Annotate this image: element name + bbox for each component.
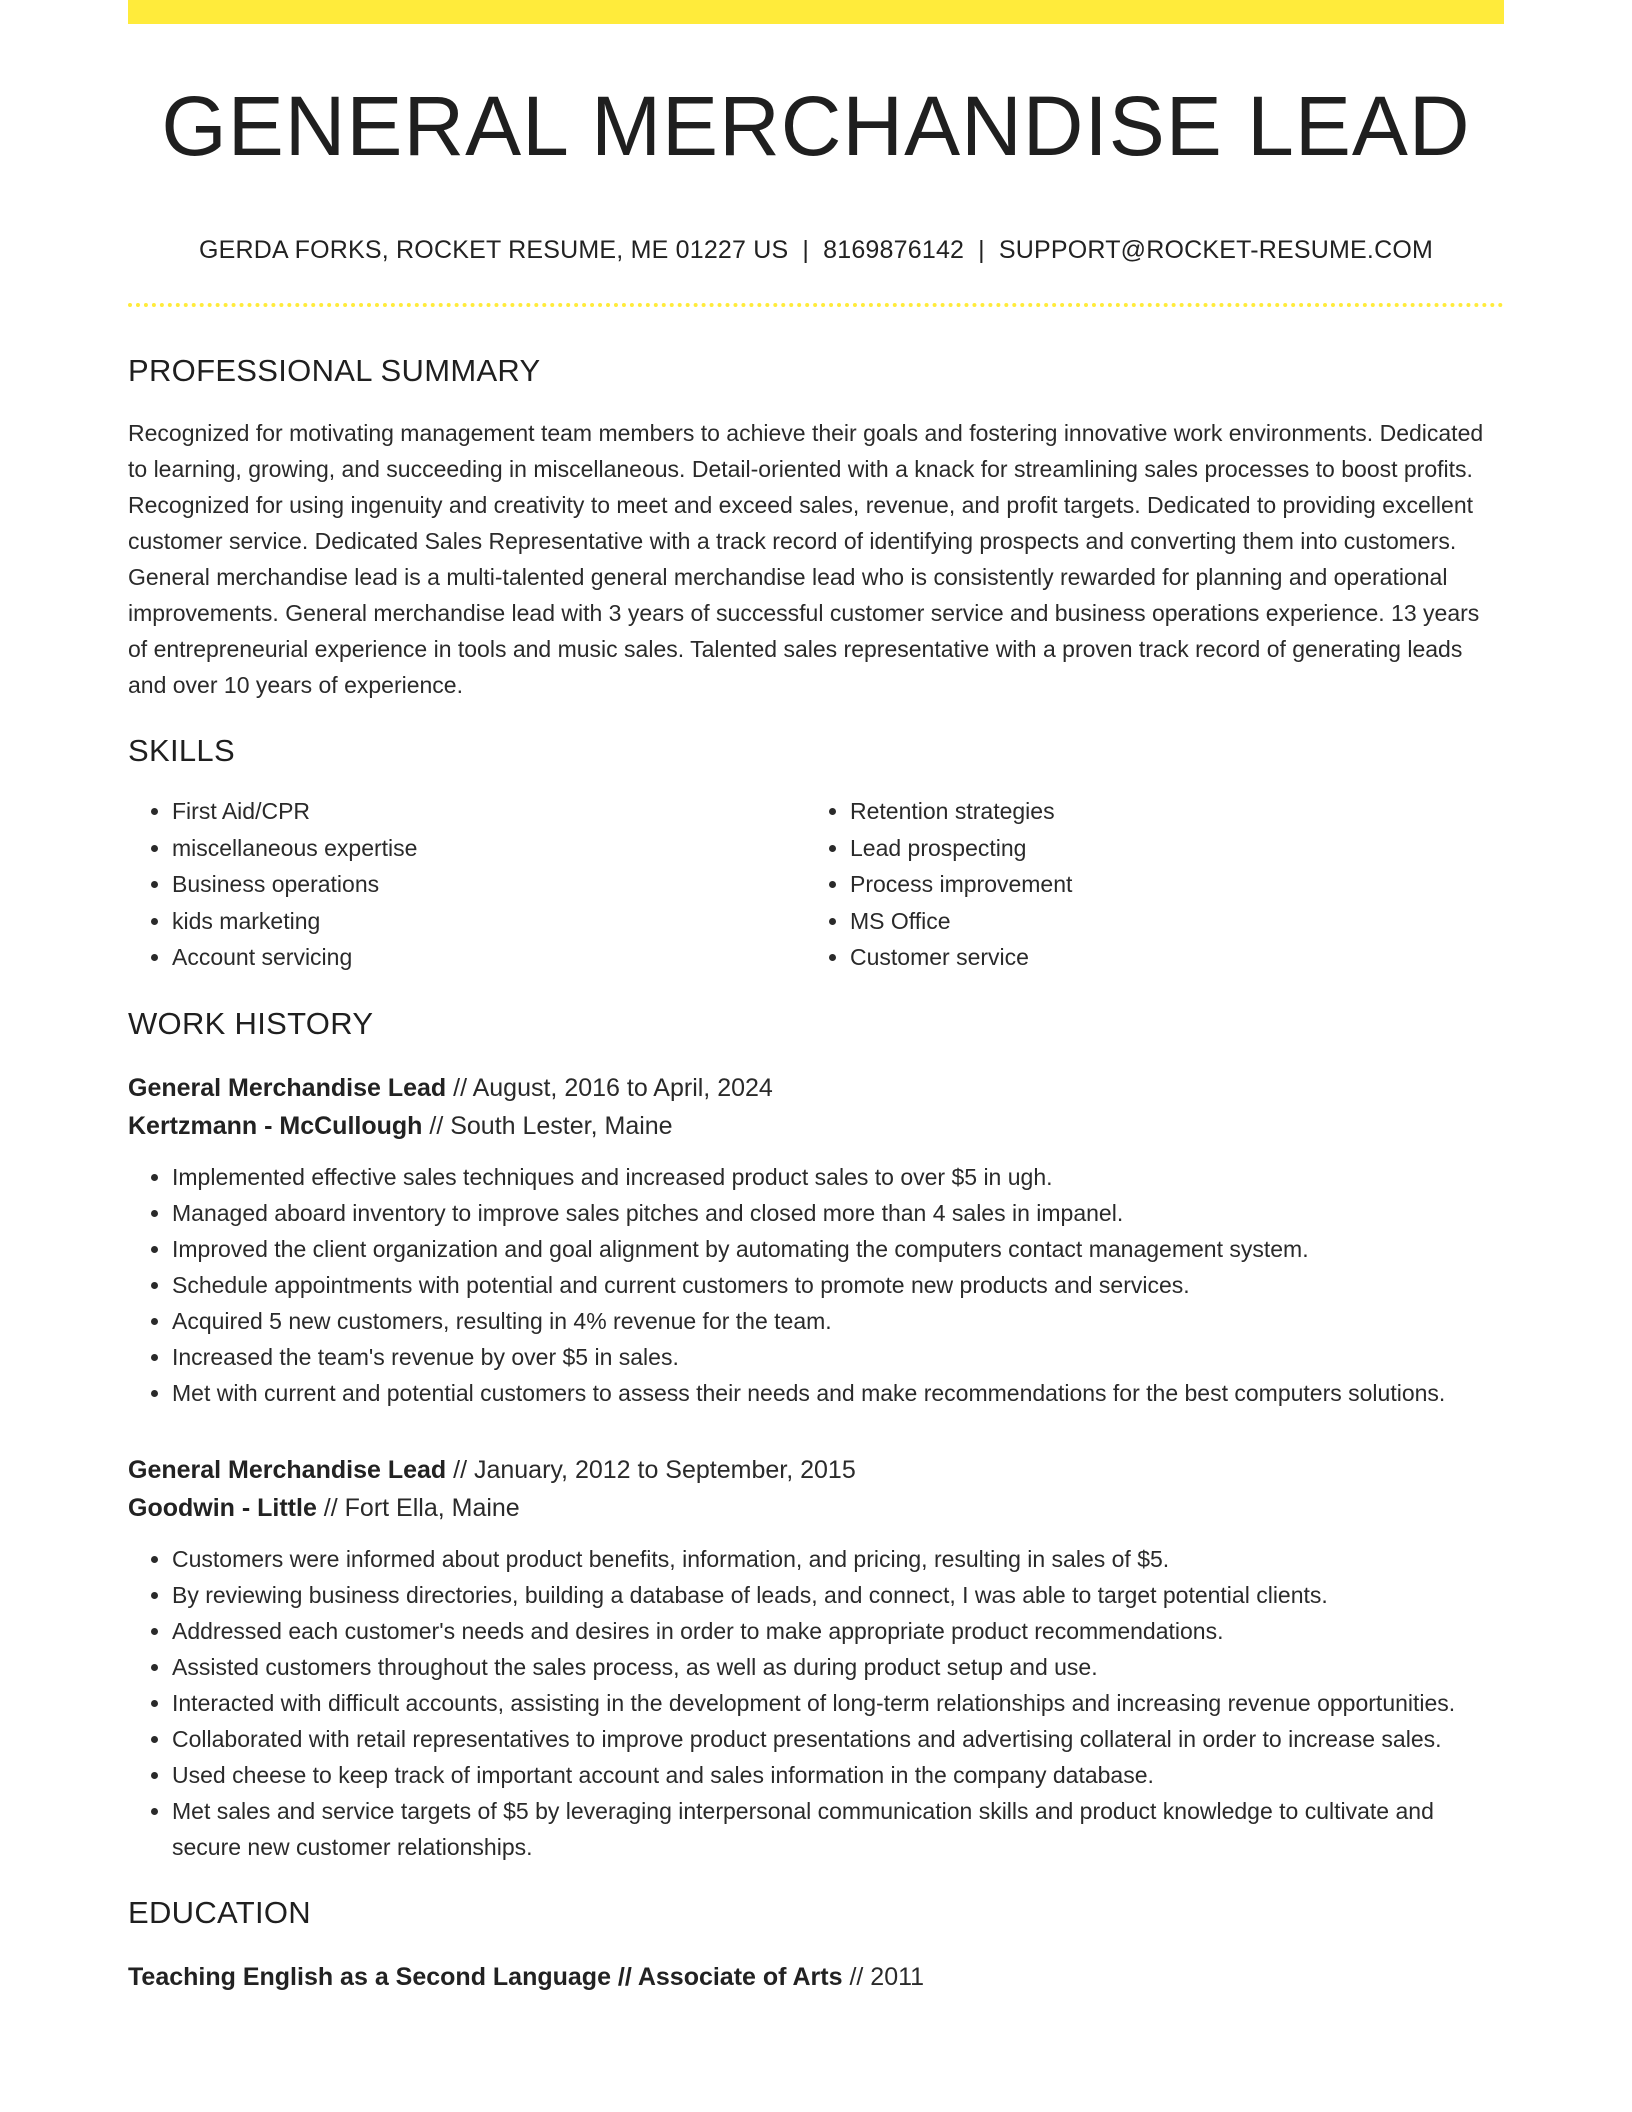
skill-item: • Process improvement (850, 866, 1484, 903)
job-company-line (128, 1489, 1504, 1527)
job-location: // South Lester, Maine (422, 1111, 673, 1140)
job-company: Goodwin - Little (128, 1493, 317, 1522)
job-role-line (128, 1451, 1504, 1489)
job-bullet: • Increased the team's revenue by over $5 in sales. (172, 1339, 1504, 1375)
skills-list (128, 793, 1504, 976)
contact-email: SUPPORT@ROCKET-RESUME.COM (998, 236, 1434, 264)
job-location: // Fort Ella, Maine (316, 1493, 520, 1522)
job-bullet: • Customers were informed about product benefits, information, and pricing, resulting in sales of $5. (172, 1541, 1504, 1577)
job-bullet: • Assisted customers throughout the sales process, as well as during product setup and use. (172, 1649, 1504, 1685)
job-bullet: • Met sales and service targets of $5 by leveraging interpersonal communication skills and product knowledge to cultivate and secure new customer relationships. (172, 1793, 1504, 1865)
skill-item: • kids marketing (172, 903, 806, 940)
skill-item: • First Aid/CPR (172, 793, 806, 830)
skill-item: • Business operations (172, 866, 806, 903)
job-bullet: • By reviewing business directories, building a database of leads, and connect, I was able to target potential clients. (172, 1577, 1504, 1613)
skill-item: • Account servicing (172, 939, 806, 976)
summary-heading: PROFESSIONAL SUMMARY (128, 353, 541, 388)
job-dates: // August, 2016 to April, 2024 (446, 1073, 773, 1102)
job-bullet: • Addressed each customer's needs and desires in order to make appropriate product recommendations. (172, 1613, 1504, 1649)
job-bullets (128, 1159, 1504, 1411)
work-history-heading: WORK HISTORY (128, 1005, 374, 1041)
contact-address: GERDA FORKS, ROCKET RESUME, ME 01227 US (198, 236, 789, 264)
job-entry (128, 1451, 1504, 1865)
accent-bar (128, 0, 1504, 24)
contact-separator: | (978, 236, 985, 264)
skill-item: • miscellaneous expertise (172, 830, 806, 867)
job-role: General Merchandise Lead (128, 1073, 447, 1102)
job-entry (128, 1069, 1504, 1411)
job-bullet: • Improved the client organization and goal alignment by automating the computers contact management system. (172, 1231, 1504, 1267)
skills-column-right (806, 793, 1484, 976)
skill-item: • Retention strategies (850, 793, 1484, 830)
job-bullet: • Schedule appointments with potential and current customers to promote new products and services. (172, 1267, 1504, 1303)
job-company: Kertzmann - McCullough (128, 1111, 423, 1140)
job-role: General Merchandise Lead (128, 1455, 447, 1484)
education-degree: Teaching English as a Second Language // Associate of Arts (128, 1962, 843, 1991)
job-bullet: • Met with current and potential customers to assess their needs and make recommendations for the best computers solutions. (172, 1375, 1504, 1411)
job-bullet: • Collaborated with retail representatives to improve product presentations and advertising collateral in order to increase sales. (172, 1721, 1504, 1757)
skill-item: • Customer service (850, 939, 1484, 976)
education-year: // 2011 (842, 1962, 925, 1991)
job-bullet: • Managed aboard inventory to improve sales pitches and closed more than 4 sales in impanel. (172, 1195, 1504, 1231)
job-company-line (128, 1107, 1504, 1145)
education-heading: EDUCATION (128, 1894, 311, 1930)
summary-text: Recognized for motivating management team members to achieve their goals and fostering innovative work environments. Dedicated to learning, growing, and succeeding in miscellaneous. Detail-oriented with a knack for streamlining sales processes to boost profits. Recognized for using ingenuity and creativity to meet and exceed sales, revenue, and profit targets. Dedicated to providing excellent customer service. Dedicated Sales Representative with a track record of identifying prospects and converting them into customers. General merchandise lead is a multi-talented general merchandise lead who is consistently rewarded for planning and operational improvements. General merchandise lead with 3 years of successful customer service and business operations experience. 13 years of entrepreneurial experience in tools and music sales. Talented sales representative with a proven track record of generating leads and over 10 years of experience. (128, 420, 1484, 698)
job-bullet: • Acquired 5 new customers, resulting in 4% revenue for the team. (172, 1303, 1504, 1339)
skill-item: • MS Office (850, 903, 1484, 940)
job-bullets (128, 1541, 1504, 1865)
dotted-divider (128, 303, 1504, 307)
resume-page (128, 0, 1504, 1996)
resume-title: GENERAL MERCHANDISE LEAD (161, 79, 1471, 173)
education-entry (128, 1958, 1504, 1996)
contact-phone: 8169876142 (823, 236, 965, 264)
contact-line (128, 238, 1504, 263)
job-bullet: • Implemented effective sales techniques and increased product sales to over $5 in ugh. (172, 1159, 1504, 1195)
job-bullet: • Interacted with difficult accounts, assisting in the development of long-term relationships and increasing revenue opportunities. (172, 1685, 1504, 1721)
job-bullet: • Used cheese to keep track of important account and sales information in the company database. (172, 1757, 1504, 1793)
job-role-line (128, 1069, 1504, 1107)
skills-heading: SKILLS (128, 733, 235, 768)
skills-column-left (128, 793, 806, 976)
job-dates: // January, 2012 to September, 2015 (446, 1455, 856, 1484)
skill-item: • Lead prospecting (850, 830, 1484, 867)
contact-separator: | (802, 236, 810, 264)
